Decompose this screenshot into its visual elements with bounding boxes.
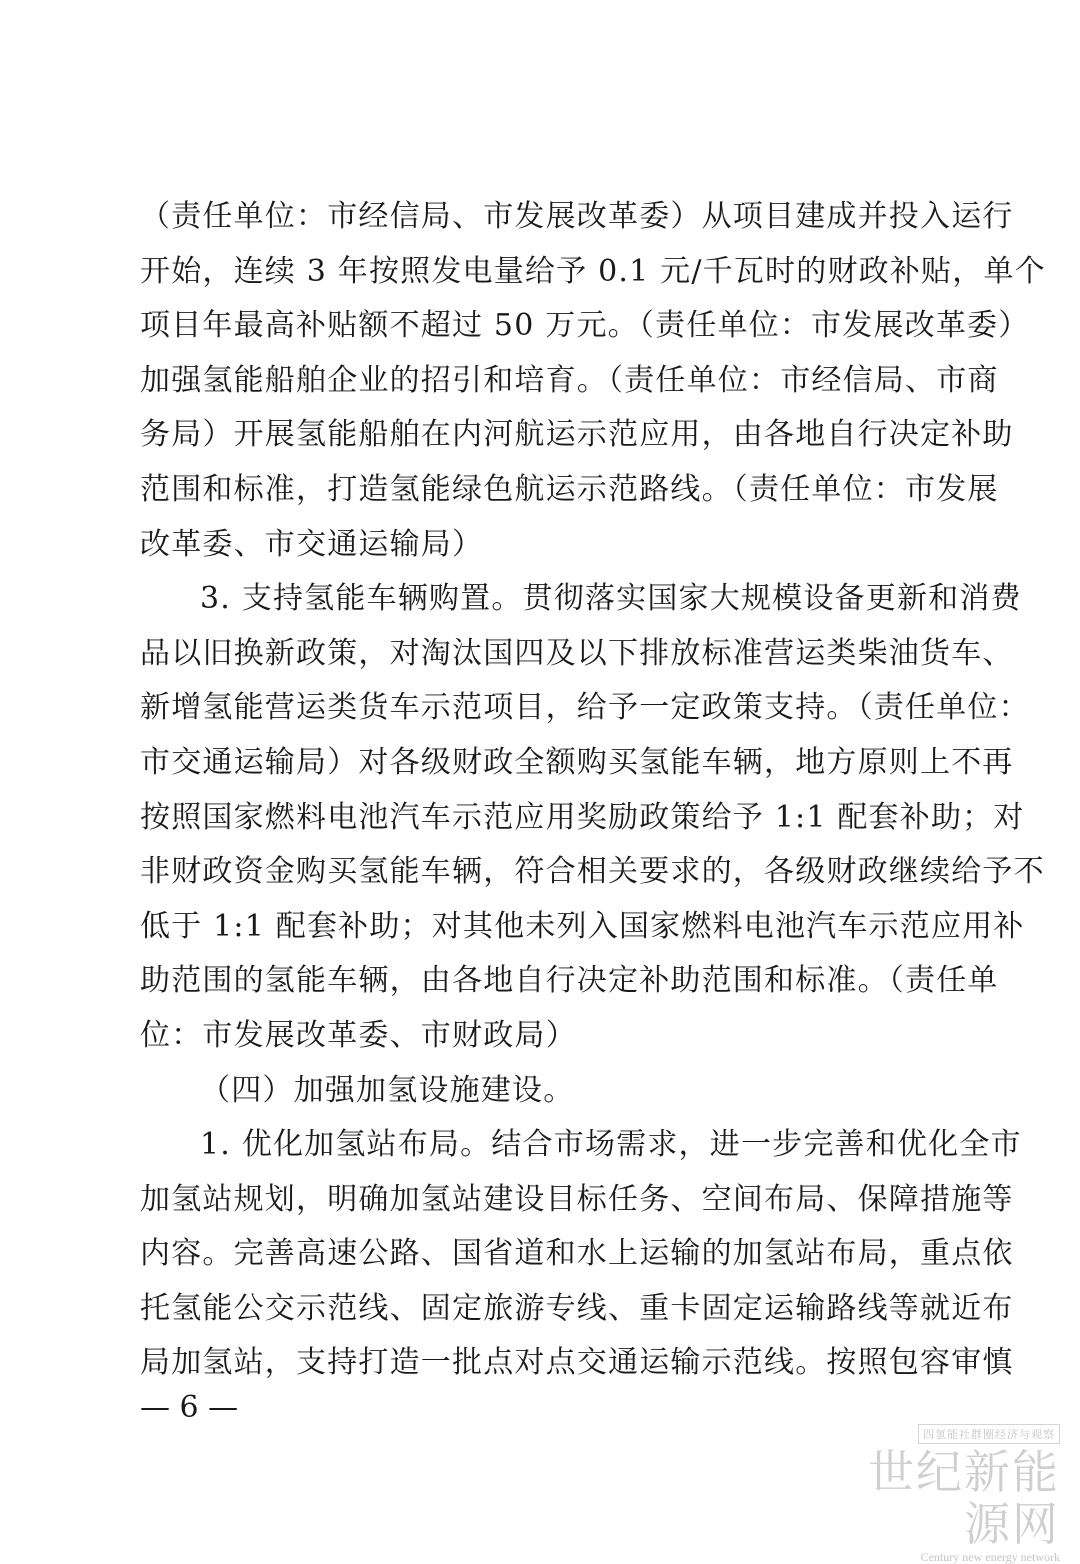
watermark-main-text: 世纪新能源网: [868, 1445, 1060, 1551]
text-line: 非财政资金购买氢能车辆，符合相关要求的，各级财政继续给予不: [140, 854, 1045, 890]
text-line: 局加氢站，支持打造一批点对点交通运输示范线。按照包容审慎: [140, 1345, 1014, 1381]
text-line: 开始，连续 3 年按照发电量给予 0.1 元/千瓦时的财政补贴，单个: [140, 253, 1046, 289]
watermark-english-text: Century new energy network: [920, 1550, 1060, 1564]
text-line: 品以旧换新政策，对淘汰国四及以下排放标准营运类柴油货车、: [140, 635, 1014, 671]
text-line: 新增氢能营运类货车示范项目，给予一定政策支持。（责任单位：: [140, 690, 1030, 726]
text-line: 按照国家燃料电池汽车示范应用奖励政策给予 1:1 配套补助；对: [140, 799, 1025, 835]
watermark-small-text: 四氢能社群圈经济与观察: [918, 1424, 1060, 1444]
text-line: 范围和标准，打造氢能绿色航运示范路线。（责任单位：市发展: [140, 471, 999, 507]
text-line: 1. 优化加氢站布局。结合市场需求，进一步完善和优化全市: [200, 1127, 1022, 1163]
text-line: （责任单位：市经信局、市发展改革委）从项目建成并投入运行: [140, 199, 1014, 234]
text-line: 加强氢能船舶企业的招引和培育。（责任单位：市经信局、市商: [140, 362, 999, 398]
text-line: 助范围的氢能车辆，由各地自行决定补助范围和标准。（责任单: [140, 963, 999, 999]
text-line: 3. 支持氢能车辆购置。贯彻落实国家大规模设备更新和消费: [200, 581, 1022, 617]
text-line: 低于 1:1 配套补助；对其他未列入国家燃料电池汽车示范应用补: [140, 908, 1025, 944]
page-number: — 6 —: [140, 1390, 239, 1425]
text-line: 项目年最高补贴额不超过 50 万元。（责任单位：市发展改革委）: [140, 308, 1030, 344]
text-line: 位：市发展改革委、市财政局）: [140, 1017, 577, 1053]
text-line: 改革委、市交通运输局）: [140, 526, 484, 562]
text-line: 加氢站规划，明确加氢站建设目标任务、空间布局、保障措施等: [140, 1181, 1014, 1217]
text-line: 务局）开展氢能船舶在内河航运示范应用，由各地自行决定补助: [140, 417, 1014, 453]
text-line: 市交通运输局）对各级财政全额购买氢能车辆，地方原则上不再: [140, 744, 1014, 780]
section-heading: （四）加强加氢设施建设。: [200, 1072, 575, 1108]
text-line: 托氢能公交示范线、固定旅游专线、重卡固定运输路线等就近布: [140, 1290, 1014, 1326]
text-line: 内容。完善高速公路、国省道和水上运输的加氢站布局，重点依: [140, 1236, 1014, 1272]
watermark: [840, 1423, 1060, 1564]
document-body: [140, 190, 1046, 1391]
